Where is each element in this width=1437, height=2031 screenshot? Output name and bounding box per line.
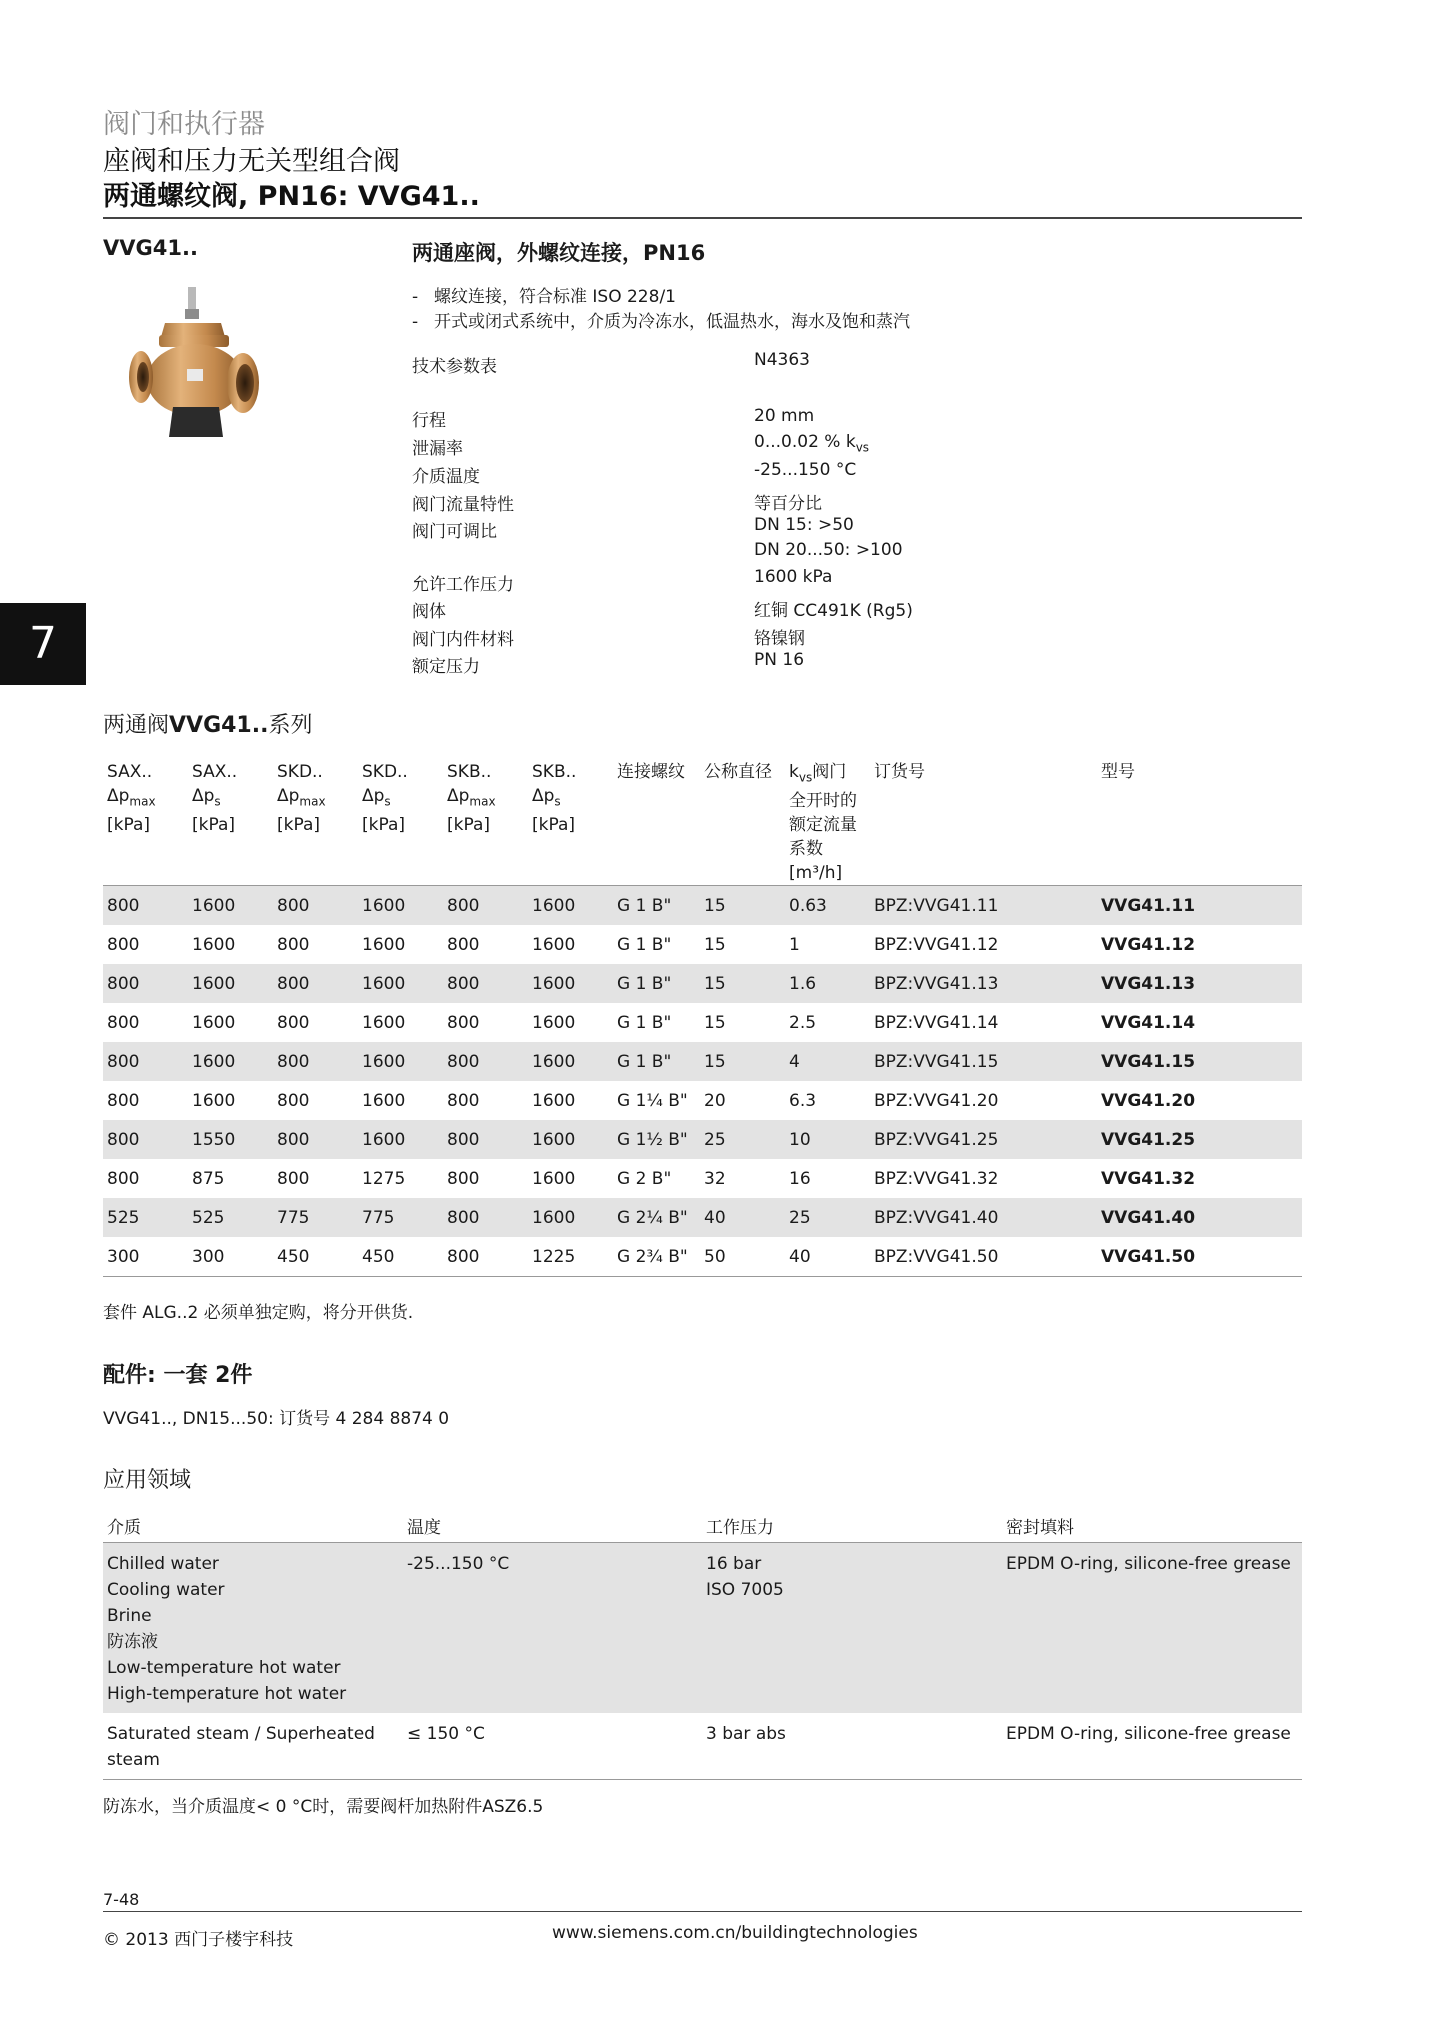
table-row [103,886,1302,926]
spec-value: PN 16 [754,650,805,670]
table-cell: 1600 [188,964,273,1003]
model-cell: VVG41.20 [1101,1090,1196,1111]
col-header: 订货号 [874,762,925,782]
model-cell: VVG41.11 [1097,886,1302,926]
accessories-text: VVG41.., DN15...50: 订货号 4 284 8874 0 [103,1409,450,1429]
model-cell: VVG41.15 [1097,1042,1302,1081]
header-divider [103,217,1302,219]
table-cell: 800 [277,1012,310,1033]
table-cell: 40 [700,1198,785,1237]
spec-label: 阀体 [412,602,446,622]
order-number-cell: BPZ:VVG41.15 [870,1042,1097,1081]
category-title: 阀门和执行器 [103,109,265,140]
table-cell: 32 [704,1168,726,1189]
table-header-row [103,760,1302,886]
spec-label: 阀门流量特性 [412,495,514,515]
copyright: © 2013 西门子楼宇科技 [103,1930,294,1950]
table-cell: 800 [273,886,358,926]
table-cell: 875 [192,1168,225,1189]
valve-image [125,285,265,449]
table-cell: 525 [188,1198,273,1237]
order-number-cell: BPZ:VVG41.20 [874,1090,999,1111]
table-cell: 800 [103,1042,188,1081]
table-cell: 800 [273,1042,358,1081]
table-cell: G 1½ B" [613,1120,700,1159]
table-cell: 4 [785,1042,870,1081]
table-cell: 1600 [528,1198,613,1237]
model-cell: VVG41.13 [1097,964,1302,1003]
table-cell: 800 [443,1120,528,1159]
table-row [103,1081,1302,1120]
applications-title: 应用领域 [103,1468,192,1493]
spec-value: 20 mm [754,406,815,426]
table-cell: 1225 [528,1237,613,1277]
applications-table [103,1513,1302,1780]
spec-value: DN 20...50: >100 [754,540,903,560]
order-number-cell: BPZ:VVG41.12 [874,934,999,955]
table-cell: 1600 [192,1090,236,1111]
table-cell: 800 [107,1012,140,1033]
table-cell: 800 [277,934,310,955]
model-cell: VVG41.12 [1101,934,1196,955]
table-cell: G 1 B" [613,964,700,1003]
order-number-cell: BPZ:VVG41.13 [870,964,1097,1003]
spec-value: 0...0.02 % $k_{vs}$ [754,432,870,455]
series-section-title: 两通阀VVG41..系列 [103,713,313,738]
table-cell: 15 [700,886,785,926]
table-cell: 1600 [528,1042,613,1081]
table-cell: 525 [103,1198,188,1237]
page-subtitle: 两通螺纹阀, PN16: VVG41.. [103,181,480,212]
product-code: VVG41.. [103,236,198,260]
media-cell: Chilled water Cooling water Brine 防冻液 Low-temperature hot water High-temperature hot water [103,1543,403,1714]
table-row [103,925,1302,964]
col-header: 公称直径 [704,762,772,782]
table-cell: 20 [704,1090,726,1111]
model-cell: VVG41.32 [1101,1168,1196,1189]
table-header-row [103,1513,1302,1543]
model-cell: VVG41.40 [1097,1198,1302,1237]
table-cell: 0.63 [785,886,870,926]
table-row [103,1713,1302,1780]
table-cell: 16 [789,1168,811,1189]
table-cell: 1600 [358,964,443,1003]
table-cell: 800 [107,1168,140,1189]
order-number-cell: BPZ:VVG41.40 [870,1198,1097,1237]
table-cell: 1600 [528,1120,613,1159]
page-number: 7-48 [103,1890,140,1909]
spec-label: 泄漏率 [412,439,463,459]
table-row [103,1042,1302,1081]
page-title: 座阀和压力无关型组合阀 [103,146,400,177]
table-cell: 800 [447,934,480,955]
media-cell: Saturated steam / Superheated steam [103,1713,403,1780]
seal-cell: EPDM O-ring, silicone-free grease [1002,1543,1302,1714]
table-cell: G 2¾ B" [613,1237,700,1277]
applications-note: 防冻水，当介质温度< 0 °C时，需要阀杆加热附件ASZ6.5 [103,1797,544,1817]
col-header: 工作压力 [702,1513,1002,1543]
datasheet-value: N4363 [754,350,810,370]
table-cell: 800 [103,964,188,1003]
order-number-cell: BPZ:VVG41.32 [874,1168,999,1189]
table-cell: 1600 [532,1090,576,1111]
table-cell: 1600 [528,964,613,1003]
accessories-title: 配件: 一套 2件 [103,1363,253,1388]
model-cell: VVG41.50 [1097,1237,1302,1277]
table-cell: 1600 [532,1168,576,1189]
col-header: 介质 [103,1513,403,1543]
table-cell: G 1 B" [617,1012,672,1033]
table-row [103,1120,1302,1159]
table-cell: 15 [700,964,785,1003]
table-cell: 800 [443,1042,528,1081]
spec-value: DN 15: >50 [754,515,854,535]
table-cell: 1.6 [785,964,870,1003]
table-cell: 800 [107,1090,140,1111]
table-cell: 800 [273,964,358,1003]
table-cell: 1600 [362,1090,406,1111]
table-cell: 1600 [358,886,443,926]
col-header: 连接螺纹 [617,762,685,782]
table-cell: 25 [785,1198,870,1237]
table-cell: 775 [273,1198,358,1237]
table-cell: 1600 [192,934,236,955]
table-cell: 50 [700,1237,785,1277]
table-cell: G 1 B" [617,934,672,955]
col-header: SAX.. $\Delta p_s$ [kPa] [192,762,238,836]
col-header: SKD.. $\Delta p_s$ [kPa] [362,762,408,836]
table-cell: G 1 B" [613,1042,700,1081]
table-cell: 1600 [192,1012,236,1033]
spec-value: 等百分比 [754,494,822,514]
feature-item: - 螺纹连接，符合标准 ISO 228/1 [412,287,676,307]
table-row [103,1159,1302,1198]
table-cell: 10 [785,1120,870,1159]
table-cell: 800 [277,1090,310,1111]
temp-cell: -25...150 °C [403,1543,702,1714]
spec-value: 红铜 CC491K (Rg5) [754,601,913,621]
table-row [103,1543,1302,1714]
table-cell: 800 [103,1120,188,1159]
table-cell: 15 [700,1042,785,1081]
spec-label: 阀门可调比 [412,522,497,542]
table-cell: 800 [273,1120,358,1159]
table-cell: 1600 [362,934,406,955]
table-cell: 800 [443,886,528,926]
spec-label: 允许工作压力 [412,575,514,595]
footer-divider [103,1911,1302,1912]
table-cell: 800 [447,1090,480,1111]
order-number-cell: BPZ:VVG41.11 [870,886,1097,926]
table-cell: 1600 [188,1042,273,1081]
table-cell: 1600 [532,1012,576,1033]
col-header: 密封填料 [1002,1513,1302,1543]
col-header: SAX.. $\Delta p_{max}$ [kPa] [107,762,156,836]
pressure-cell: 16 bar ISO 7005 [702,1543,1002,1714]
spec-label: 额定压力 [412,657,480,677]
table-cell: 800 [443,964,528,1003]
spec-label: 阀门内件材料 [412,630,514,650]
table-cell: 40 [785,1237,870,1277]
table-cell: 800 [277,1168,310,1189]
col-header: SKB.. $\Delta p_{max}$ [kPa] [447,762,496,836]
order-number-cell: BPZ:VVG41.50 [870,1237,1097,1277]
table-cell: 1600 [188,886,273,926]
table-cell: 300 [188,1237,273,1277]
chapter-tab: 7 [0,603,86,685]
seal-cell: EPDM O-ring, silicone-free grease [1002,1713,1302,1780]
table-cell: 450 [273,1237,358,1277]
table-cell: 2.5 [789,1012,817,1033]
product-title: 两通座阀，外螺纹连接，PN16 [412,241,706,265]
table-cell: 800 [447,1168,480,1189]
spec-label: 介质温度 [412,467,480,487]
table-cell: G 1¼ B" [617,1090,688,1111]
series-note: 套件 ALG..2 必须单独定购，将分开供货. [103,1303,414,1323]
table-cell: 800 [443,1237,528,1277]
spec-value: 1600 kPa [754,567,833,587]
table-row [103,964,1302,1003]
col-header: SKD.. $\Delta p_{max}$ [kPa] [277,762,326,836]
col-header: SKB.. $\Delta p_s$ [kPa] [532,762,577,836]
spec-value: -25...150 °C [754,460,857,480]
table-cell: 1600 [358,1042,443,1081]
col-header: 温度 [403,1513,702,1543]
table-cell: 25 [700,1120,785,1159]
table-cell: 15 [704,1012,726,1033]
order-number-cell: BPZ:VVG41.14 [874,1012,999,1033]
feature-item: - 开式或闭式系统中，介质为冷冻水，低温热水，海水及饱和蒸汽 [412,312,910,332]
table-cell: 15 [704,934,726,955]
model-cell: VVG41.14 [1101,1012,1196,1033]
table-cell: 6.3 [789,1090,817,1111]
col-header: $k_{vs}$阀门 全开时的 额定流量 系数 [m³/h] [789,762,857,884]
temp-cell: ≤ 150 °C [403,1713,702,1780]
pressure-cell: 3 bar abs [702,1713,1002,1780]
model-cell: VVG41.25 [1097,1120,1302,1159]
table-cell: 1 [789,934,800,955]
table-cell: 775 [358,1198,443,1237]
table-row [103,1003,1302,1042]
table-cell: 1600 [528,886,613,926]
table-cell: 800 [443,1198,528,1237]
table-cell: 450 [358,1237,443,1277]
table-cell: 1600 [358,1120,443,1159]
table-cell: G 2 B" [617,1168,672,1189]
table-cell: 1600 [532,934,576,955]
table-row [103,1198,1302,1237]
table-row [103,1237,1302,1277]
datasheet-label: 技术参数表 [412,357,497,377]
table-cell: G 1 B" [613,886,700,926]
website-link[interactable]: www.siemens.com.cn/buildingtechnologies [552,1923,918,1943]
table-cell: 1550 [188,1120,273,1159]
table-cell: 1600 [362,1012,406,1033]
table-cell: 800 [107,934,140,955]
table-cell: 800 [447,1012,480,1033]
table-cell: 1275 [362,1168,406,1189]
col-header: 型号 [1101,762,1135,782]
spec-value: 铬镍钢 [754,629,805,649]
series-table [103,760,1302,1277]
table-cell: 300 [103,1237,188,1277]
table-cell: 800 [103,886,188,926]
order-number-cell: BPZ:VVG41.25 [870,1120,1097,1159]
table-cell: G 2¼ B" [613,1198,700,1237]
spec-label: 行程 [412,411,446,431]
